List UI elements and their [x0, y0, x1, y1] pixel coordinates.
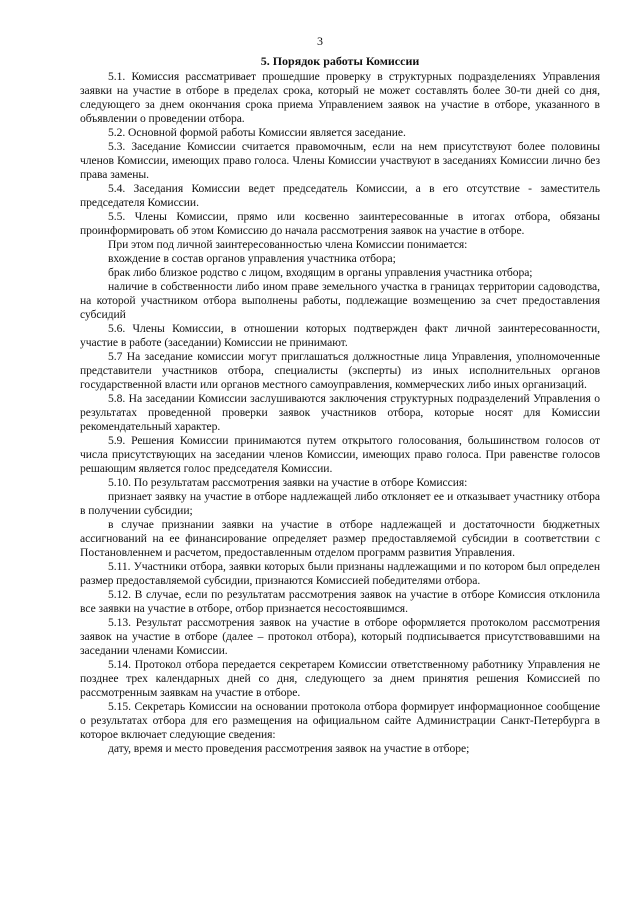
- paragraph-5-15: 5.15. Секретарь Комиссии на основании протокола отбора формирует информационное сообщение о результатах отбора для его размещения на официальном сайте Администрации Санкт-Петербурга в которое включает следующие сведения:: [80, 700, 600, 741]
- paragraph-5-10: 5.10. По результатам рассмотрения заявки на участие в отборе Комиссия:: [108, 476, 468, 489]
- paragraph-5-6: 5.6. Члены Комиссии, в отношении которых подтвержден факт личной заинтересованности, участие в работе (заседании) Комиссии не принимают.: [80, 322, 600, 349]
- paragraph-5-11: 5.11. Участники отбора, заявки которых были признаны надлежащими и по котором был определен размер предоставляемой субсидии, признаются Комиссией победителями отбора.: [80, 560, 600, 587]
- paragraph-5-15-item-1: дату, время и место проведения рассмотрения заявок на участие в отборе;: [108, 742, 470, 755]
- paragraph-5-10-item-2: в случае признании заявки на участие в отборе надлежащей и достаточности бюджетных ассигнований на ее финансирование определяет размер предоставляемой субсидии в соответствии с Постановленнем и расчетом, предоставленным отделом программ развития Управления.: [80, 518, 600, 559]
- paragraph-5-7: 5.7 На заседание комиссии могут приглашаться должностные лица Управления, уполномоченные представители участников отбора, специалисты (эксперты) из иных исполнительных органов государственной власти или органов местного самоуправления, коммерческих либо иных организаций.: [80, 350, 600, 391]
- paragraph-5-13: 5.13. Результат рассмотрения заявок на участие в отборе оформляется протоколом рассмотрения заявок на участие в отборе (далее – протокол отбора), который подписывается присутствовавшими на заседании членами Комиссии.: [80, 616, 600, 657]
- paragraph-5-12: 5.12. В случае, если по результатам рассмотрения заявок на участие в отборе Комиссия отклонила все заявки на участие в отборе, отбор признается несостоявшимся.: [80, 588, 600, 615]
- paragraph-5-5: 5.5. Члены Комиссии, прямо или косвенно заинтересованные в итогах отбора, обязаны проинформировать об этом Комиссию до начала рассмотрения заявок на участие в отборе.: [80, 210, 600, 237]
- paragraph-5-2: 5.2. Основной формой работы Комиссии является заседание.: [108, 126, 406, 139]
- paragraph-interest-item-1: вхождение в состав органов управления участника отбора;: [108, 252, 396, 265]
- paragraph-5-9: 5.9. Решения Комиссии принимаются путем открытого голосования, большинством голосов от числа присутствующих на заседании членов Комиссии, имеющих право голоса. При равенстве голосов решающим является голос председателя Комиссии.: [80, 434, 600, 475]
- paragraph-5-1: 5.1. Комиссия рассматривает прошедшие проверку в структурных подразделениях Управления заявки на участие в отборе в пределах срока, который не может составлять более 30-ти дней со дня, следующего за днем окончания срока приема Управлением заявок на участие в отборе, указанного в объявлении о проведении отбора.: [80, 70, 600, 125]
- paragraph-5-14: 5.14. Протокол отбора передается секретарем Комиссии ответственному работнику Управления не позднее трех календарных дней со дня, следующего за днем принятия решения Комиссией по рассмотренным заявкам на участие в отборе.: [80, 658, 600, 699]
- paragraph-5-8: 5.8. На заседании Комиссии заслушиваются заключения структурных подразделений Управления о результатах проведенной проверки заявок участников отбора, которые носят для Комиссии рекомендательный характер.: [80, 392, 600, 433]
- paragraph-interest-item-3: наличие в собственности либо ином праве земельного участка в границах территории садоводства, на которой участником отбора выполнены работы, подлежащие возмещению за счет предоставления субсидий: [80, 280, 600, 321]
- paragraph-5-10-item-1: признает заявку на участие в отборе надлежащей либо отклоняет ее и отказывает участнику отбора в получении субсидии;: [80, 490, 600, 517]
- paragraph-5-4: 5.4. Заседания Комиссии ведет председатель Комиссии, а в его отсутствие - заместитель председателя Комиссии.: [80, 182, 600, 209]
- paragraph-interest-definition: При этом под личной заинтересованностью члена Комиссии понимается:: [108, 238, 468, 251]
- paragraph-interest-item-2: брак либо близкое родство с лицом, входящим в органы управления участника отбора;: [108, 266, 533, 279]
- page-number: 3: [317, 34, 323, 48]
- document-body: [80, 54, 600, 756]
- paragraph-5-3: 5.3. Заседание Комиссии считается правомочным, если на нем присутствуют более половины членов Комиссии, имеющих право голоса. Члены Комиссии участвуют в заседаниях Комиссии лично без права замены.: [80, 140, 600, 181]
- section-title: 5. Порядок работы Комиссии: [260, 54, 420, 68]
